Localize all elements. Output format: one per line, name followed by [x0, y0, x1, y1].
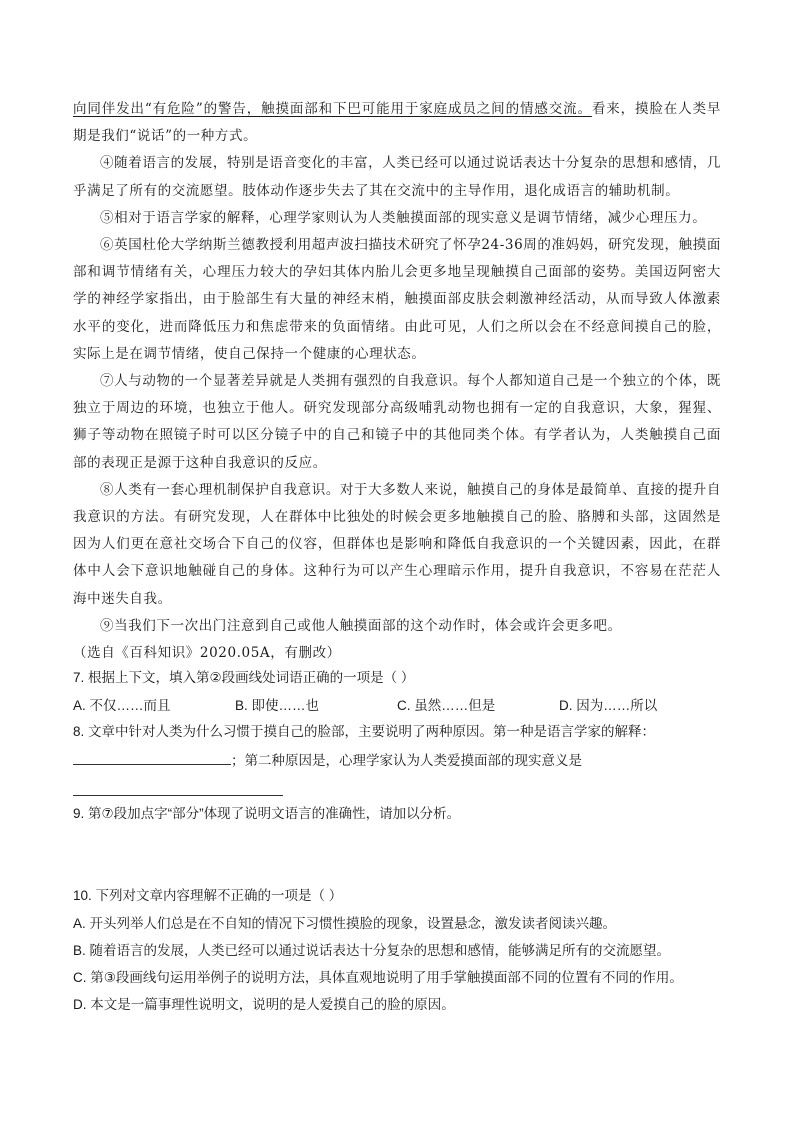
paragraph-5: ⑤相对于语言学家的解释，心理学家则认为人类触摸面部的现实意义是调节情绪，减少心理压力。 [100, 209, 707, 226]
question-7-options [73, 696, 723, 716]
question-10-option-a[interactable]: A. 开头列举人们总是在不自知的情况下习惯性摸脸的现象，设置悬念，激发读者阅读兴趣。 [73, 916, 617, 931]
question-8-line2-text: ；第二种原因是，心理学家认为人类爱摸面部的现实意义是 [231, 753, 582, 768]
question-10-option-d[interactable]: D. 本文是一篇事理性说明文，说明的是人爱摸自己的脸的原因。 [73, 997, 455, 1012]
question-9-stem: 9. 第⑦段加点字“部分”体现了说明文语言的准确性，请加以分析。 [73, 806, 461, 821]
question-10 [73, 886, 723, 1015]
question-10-option-b[interactable]: B. 随着语言的发展，人类已经可以通过说话表达十分复杂的思想和感情，能够满足所有的交流愿望。 [73, 943, 671, 958]
option-b[interactable]: B. 即使……也 [235, 698, 320, 713]
question-8-line2 [73, 750, 723, 771]
question-10-stem: 10. 下列对文章内容理解不正确的一项是（ ） [73, 888, 343, 903]
option-c[interactable]: C. 虽然……但是 [397, 698, 496, 713]
underlined-sentence: 向同伴发出“有危险”的警告，触摸面部和下巴可能用于家庭成员之间的情感交流。 [73, 101, 592, 117]
answer-blank-1[interactable] [73, 750, 231, 765]
option-d[interactable]: D. 因为……所以 [559, 698, 658, 713]
source-citation: （选自《百科知识》2020.05A，有删改） [73, 645, 341, 662]
question-8 [73, 722, 723, 802]
question-9 [73, 804, 723, 824]
paragraph-8: ⑧人类有一套心理机制保护自我意识。对于大多数人来说，触摸自己的身体是最简单、直接的提升自我意识的方法。有研究发现，人在群体中比独处的时候会更多地触摸自己的脸、胳膊和头部，这固然是因为人们更在意社交场合下自己的仪容，但群体也是影响和降低自我意识的一个关键因素，因此，在群体中人会下意识地触碰自己的身体。这种行为可以产生心理暗示作用，提升自我意识，不容易在茫茫人海中迷失自我。 [73, 481, 721, 607]
option-a[interactable]: A. 不仅……而且 [73, 698, 171, 713]
question-7-stem: 7. 根据上下文，填入第②段画线处词语正确的一项是（ ） [73, 670, 415, 685]
answer-blank-2[interactable] [73, 781, 283, 796]
paragraph-4: ④随着语言的发展，特别是语音变化的丰富，人类已经可以通过说话表达十分复杂的思想和感情，几乎满足了所有的交流愿望。肢体动作逐步失去了其在交流中的主导作用，退化成语言的辅助机制。 [73, 155, 721, 199]
paragraph-6: ⑥英国杜伦大学纳斯兰德教授利用超声波扫描技术研究了怀孕24-36周的准妈妈，研究发现，触摸面部和调节情绪有关，心理压力较大的孕妇其体内胎儿会更多地呈现触摸自己面部的姿势。美国迈阿密大学的神经学家指出，由于脸部生有大量的神经末梢，触摸面部皮肤会刺激神经活动，从而导致人体激素水平的变化，进而降低压力和焦虑带来的负面情绪。由此可见，人们之所以会在不经意间摸自己的脸，实际上是在调节情绪，使自己保持一个健康的心理状态。 [73, 237, 721, 362]
reading-passage [73, 96, 721, 667]
question-8-line3 [73, 781, 723, 802]
paragraph-9: ⑨当我们下一次出门注意到自己或他人触摸面部的这个动作时，体会或许会更多吧。 [100, 617, 622, 634]
question-10-option-c[interactable]: C. 第③段画线句运用举例子的说明方法，具体直观地说明了用手掌触摸面部不同的位置有不同的作用。 [73, 970, 683, 985]
paragraph-7: ⑦人与动物的一个显著差异就是人类拥有强烈的自我意识。每个人都知道自己是一个独立的个体，既独立于周边的环境，也独立于他人。研究发现部分高级哺乳动物也拥有一定的自我意识，大象，猩猩、狮子等动物在照镜子时可以区分镜子中的自己和镜子中的其他同类个体。有学者认为，人类触摸自己面部的表现正是源于这种自我意识的反应。 [73, 373, 721, 471]
paragraph-3-end [73, 96, 721, 150]
paragraph-text: 看来，摸脸在人类早期是我们“说话”的一种方式。 [73, 101, 721, 145]
question-7 [73, 668, 723, 716]
question-8-stem: 8. 文章中针对人类为什么习惯于摸自己的脸部，主要说明了两种原因。第一种是语言学家的解释： [73, 724, 656, 739]
